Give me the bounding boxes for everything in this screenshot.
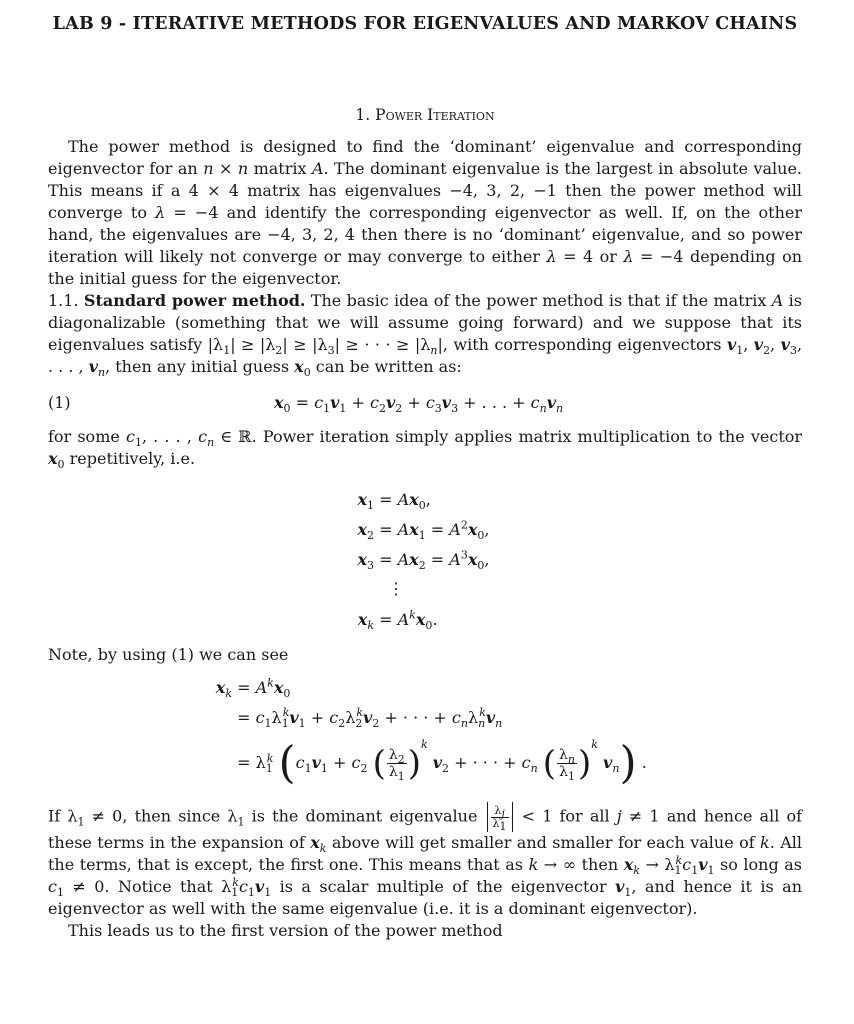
iteration-paragraph: for some $c_1$, . . . , $c_n$ ∈ ℝ. Power iteration simply applies matrix multiplication to the vector $x_0$ repetitively, i.e. — [48, 427, 803, 472]
subsection-number: 1.1. — [48, 291, 79, 310]
iteration-equations — [348, 484, 802, 634]
iteration-eq-1: $x_1$ = $Ax_0$, — [357, 489, 431, 512]
equation-number: (1) — [48, 393, 71, 412]
document-title: LAB 9 - ITERATIVE METHODS FOR EIGENVALUES AND MARKOV CHAINS — [52, 14, 798, 34]
expansion-eq-2: = $c_1\lambda_1^kv_1 + c_2\lambda_2^kv_2$ + · · · + $c_n\lambda_n^kv_n$ — [232, 706, 503, 730]
closing-paragraph: This leads us to the first version of the power method — [68, 921, 503, 940]
expansion-equations — [206, 672, 802, 792]
convergence-paragraph: If $\lambda_1 \ne 0$, then since $\lambda_1$ is the dominant eigenvalue $\frac{\lambda_j}{\lambda_1}$ < 1 for all j ≠ 1 and hence all of these terms in the expansion of $x_k$ above will get smaller and smaller for each value of k. All the terms, that is except, the first one. This means that as k → ∞ then $x_k \to \lambda_1^kc_1v_1$ so long as $c_1 \ne 0$. Notice that $\lambda_1^kc_1v_1$ is a scalar multiple of the eigenvector $v_1$, and hence it is an eigenvector as well with the same eigenvalue (i.e. it is a dominant eigenvector). — [48, 803, 803, 918]
expansion-eq-1: $x_k$ = $A^kx_0$ — [215, 676, 291, 700]
section-title: Power Iteration — [375, 106, 495, 124]
iteration-eq-k: $x_k$ = $A^kx_0$. — [357, 608, 438, 632]
section-heading — [48, 104, 802, 126]
iteration-eq-3: $x_3$ = $Ax_2 = A^3x_0$, — [357, 548, 490, 572]
subsection-paragraph: 1.1. Standard power method. The basic idea of the power method is that if the matrix A is diagonalizable (something that we will assume going forward) and we suppose that its eigenvalues satisfy $|\lambda_1| \ge |\lambda_2| \ge |\lambda_3|$ ≥ · · · ≥ $|\lambda_n|$, with corresponding eigenvectors $v_1$, $v_2$, $v_3$, . . . , $v_n$, then any initial guess $x_0$ can be written as: — [48, 291, 803, 380]
note-paragraph: Note, by using (1) we can see — [48, 645, 289, 664]
vertical-dots: ⋮ — [388, 579, 404, 598]
iteration-eq-2: $x_2$ = $Ax_1 = A^2x_0$, — [357, 518, 490, 542]
intro-paragraph: The power method is designed to find the ‘dominant’ eigenvalue and corresponding eigenvector for an n × n matrix A. The dominant eigenvalue is the largest in absolute value. This means if a 4 × 4 matrix has eigenvalues −4, 3, 2, −1 then the power method will converge to λ = −4 and identify the corresponding eigenvector as well. If, on the other hand, the eigenvalues are −4, 3, 2, 4 then there is no ‘dominant’ eigenvalue, and so power iteration will likely not converge or may converge to either λ = 4 or λ = −4 depending on the initial guess for the eigenvector. — [48, 137, 803, 288]
expansion-eq-3: = $\lambda_1^k$ ($c_1v_1 + c_2$ ( $\frac{\lambda_2}{\lambda_1}$ )$^k$ $v_2$ + · · · + $c_n$ ( $\frac{\lambda_n}{\lambda_1}$ )$^k$ $v_n$) . — [232, 737, 647, 789]
section-number: 1. — [355, 106, 371, 124]
equation-1-body: $x_0 = c_1v_1 + c_2v_2 + c_3v_3$ + . . . + $c_nv_n$ — [274, 393, 564, 416]
equation-1 — [48, 392, 802, 418]
subsection-title: Standard power method. — [83, 291, 306, 310]
paper-page — [48, 12, 802, 942]
